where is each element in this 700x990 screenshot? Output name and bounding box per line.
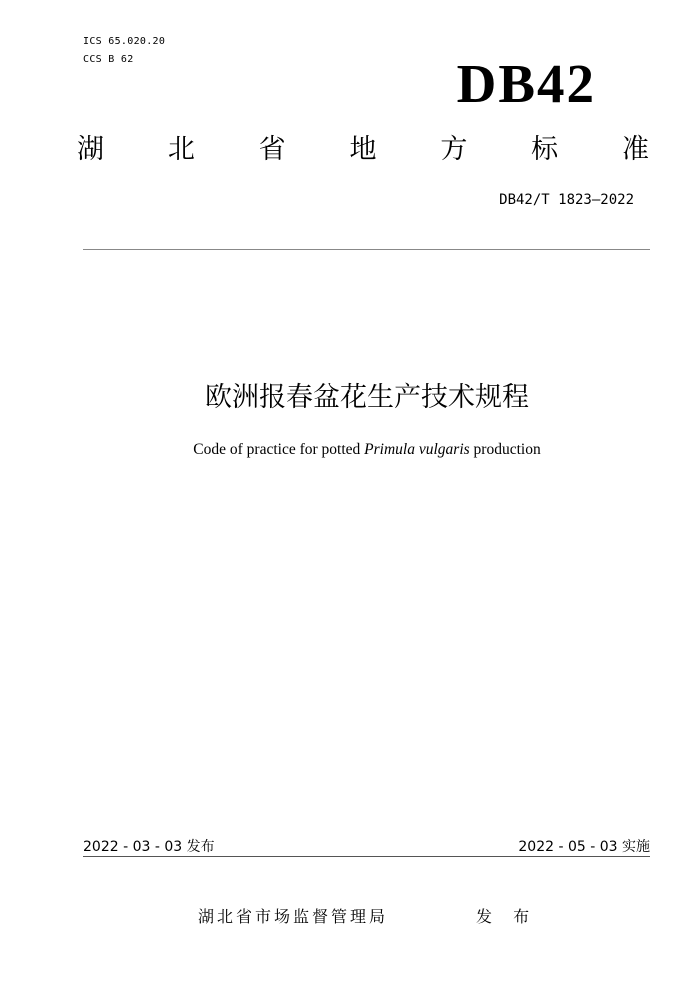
standard-type [77, 136, 649, 163]
standard-logo: DB42 [456, 53, 596, 114]
title-en-prefix: Code of practice for potted [193, 441, 365, 458]
title-en-suffix: production [469, 441, 541, 458]
standard-type-char: 准 [621, 134, 649, 165]
implement-date: 2022 - 05 - 03 实施 [518, 839, 650, 855]
title-en-species: Primula vulgaris [364, 441, 470, 458]
document-title-zh: 欧洲报春盆花生产技术规程 [205, 382, 529, 413]
document-title-en [0, 441, 700, 459]
standard-type-char: 省 [258, 134, 286, 165]
header-divider [83, 249, 650, 250]
standard-type-char: 方 [440, 134, 468, 165]
publish-label: 发 布 [476, 907, 538, 926]
standard-type-char: 北 [167, 134, 195, 165]
publisher: 湖北省市场监督管理局 [198, 907, 389, 926]
standard-type-char: 地 [349, 134, 377, 165]
standard-number: DB42/T 1823—2022 [499, 192, 634, 208]
publish-date: 2022 - 03 - 03 发布 [83, 839, 215, 855]
standard-type-char: 标 [531, 134, 559, 165]
standard-type-char: 湖 [77, 134, 104, 165]
ics-code: ICS 65.020.20 [83, 36, 166, 47]
ccs-code: CCS B 62 [83, 54, 134, 65]
footer-divider [83, 856, 650, 857]
